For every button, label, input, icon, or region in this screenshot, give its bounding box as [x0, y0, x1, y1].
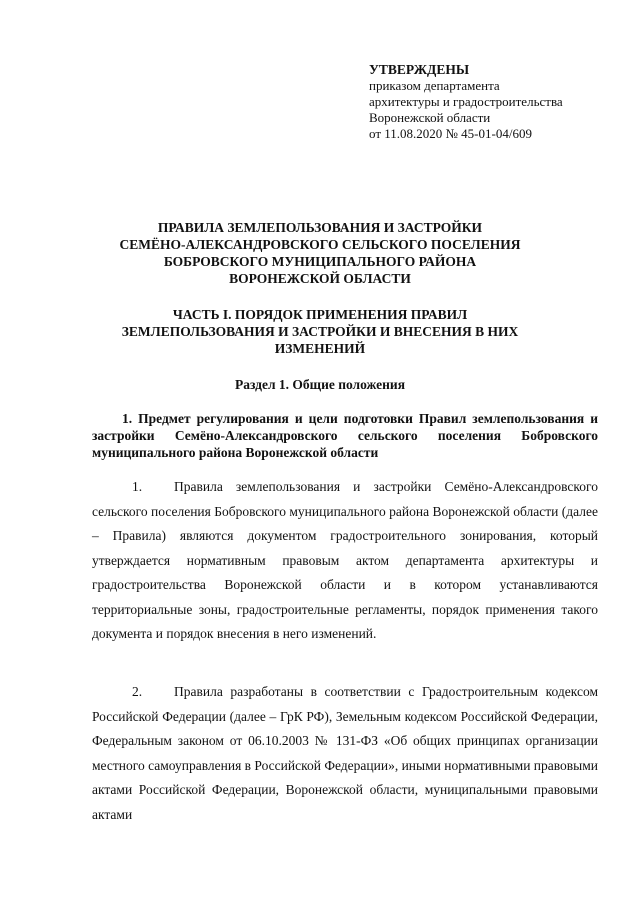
paragraph-1 — [92, 475, 598, 647]
part-line: ИЗМЕНЕНИЙ — [274, 341, 366, 356]
approval-block — [369, 62, 619, 142]
title-line: ВОРОНЕЖСКОЙ ОБЛАСТИ — [229, 271, 411, 286]
approval-heading: УТВЕРЖДЕНЫ — [369, 62, 470, 77]
approval-line: Воронежской области — [369, 110, 491, 125]
title-line: СЕМЁНО-АЛЕКСАНДРОВСКОГО СЕЛЬСКОГО ПОСЕЛЕНИЯ — [119, 237, 521, 252]
part-heading — [60, 306, 580, 357]
article-heading: 1. Предмет регулирования и цели подготовки Правил землепользования и застройки Семёно-Александровского сельского поселения Бобровского муниципального района Воронежской области — [92, 411, 598, 460]
title-line: ПРАВИЛА ЗЕМЛЕПОЛЬЗОВАНИЯ И ЗАСТРОЙКИ — [157, 220, 483, 235]
paragraph-text: Правила землепользования и застройки Семёно-Александровского сельского поселения Бобровского муниципального района Воронежской области (далее – Правила) являются документом градостроительного зонирования, который утверждается нормативным правовым актом департамента архитектуры и градостроительства Воронежской области и в котором устанавливаются территориальные зоны, градостроительные регламенты, порядок применения такого документа и порядок внесения в него изменений. — [92, 479, 598, 641]
paragraph-2 — [92, 680, 598, 827]
part-line: ЧАСТЬ I. ПОРЯДОК ПРИМЕНЕНИЯ ПРАВИЛ — [172, 307, 468, 322]
paragraph-number: 1. — [132, 479, 143, 494]
document-title — [60, 219, 580, 287]
approval-date-number: от 11.08.2020 № 45-01-04/609 — [369, 126, 532, 141]
title-line: БОБРОВСКОГО МУНИЦИПАЛЬНОГО РАЙОНА — [163, 254, 477, 269]
approval-line: архитектуры и градостроительства — [369, 94, 563, 109]
approval-line: приказом департамента — [369, 78, 500, 93]
paragraph-number: 2. — [132, 684, 143, 699]
part-line: ЗЕМЛЕПОЛЬЗОВАНИЯ И ЗАСТРОЙКИ И ВНЕСЕНИЯ В НИХ — [121, 324, 519, 339]
section-heading: Раздел 1. Общие положения — [234, 377, 406, 392]
paragraph-text: Правила разработаны в соответствии с Градостроительным кодексом Российской Федерации (далее – ГрК РФ), Земельным кодексом Российской Федерации, Федеральным законом от 06.10.2003 № 131-ФЗ «Об общих принципах организации местного самоуправления в Российской Федерации», иными нормативными правовыми актами Российской Федерации, Воронежской области, муниципальными правовыми актами — [92, 684, 598, 822]
